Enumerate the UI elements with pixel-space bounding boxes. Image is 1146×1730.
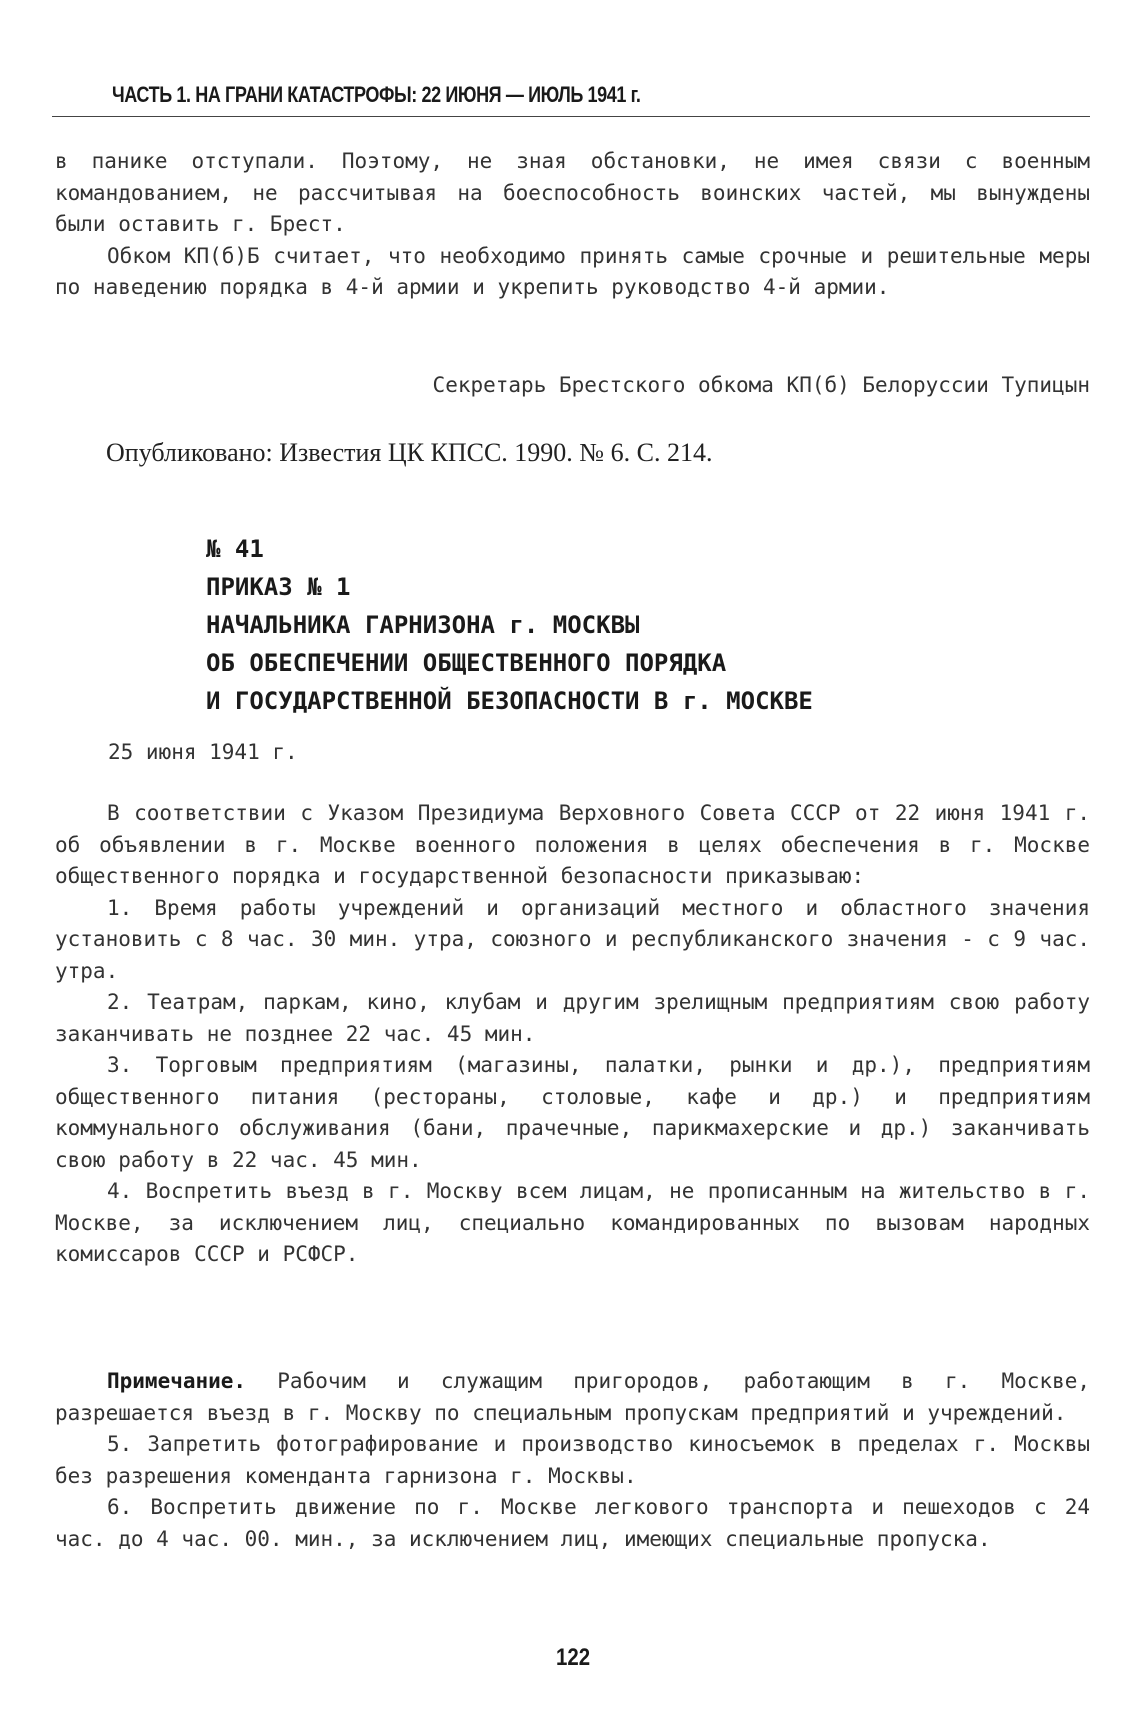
paragraph: в панике отступали. Поэтому, не зная обстановки, не имея связи с военным командованием, не рассчитывая на боеспособность воинских частей, мы вынуждены были оставить г. Брест. — [55, 149, 1090, 236]
order-item: 3. Торговым предприятиям (магазины, палатки, рынки и др.), предприятиям общественного питания (рестораны, столовые, кафе и др.) и предприятиям коммунального обслуживания (бани, прачечные, парикмахерские и др.) заканчивать свою работу в 22 час. 45 мин. — [55, 1053, 1090, 1172]
order-text — [55, 798, 1090, 1271]
page-number — [0, 1644, 1146, 1672]
document-date: 25 июня 1941 г. — [108, 740, 298, 764]
order-item: 6. Воспретить движение по г. Москве легкового транспорта и пешеходов с 24 час. до 4 час. 00. мин., за исключением лиц, имеющих специальные пропуска. — [55, 1495, 1090, 1551]
order-intro: В соответствии с Указом Президиума Верховного Совета СССР от 22 июня 1941 г. об объявлении в г. Москве военного положения в целях обеспечения в г. Москве общественного порядка и государственной безопасности приказываю: — [55, 801, 1090, 888]
header-rule — [52, 116, 1090, 117]
order-text-continued — [55, 1366, 1090, 1555]
order-item: 1. Время работы учреждений и организаций местного и областного значения установить с 8 час. 30 мин. утра, союзного и республиканского значения - с 9 час. утра. — [55, 895, 1090, 983]
publication-note: Опубликовано: Известия ЦК КПСС. 1990. № 6. С. 214. — [106, 438, 713, 467]
paragraph: Обком КП(б)Б считает, что необходимо принять самые срочные и решительные меры по наведению порядка в 4-й армии и укрепить руководство 4-й армии. — [55, 243, 1090, 299]
note-text: Рабочим и служащим пригородов, работающим в г. Москве, разрешается въезд в г. Москву по специальным пропускам предприятий и учреждений. — [55, 1369, 1090, 1425]
document-number: № 41 — [206, 535, 264, 563]
title-line: ПРИКАЗ № 1 — [206, 573, 351, 601]
title-line: НАЧАЛЬНИКА ГАРНИЗОНА г. МОСКВЫ — [206, 611, 640, 639]
order-item: 2. Театрам, паркам, кино, клубам и другим зрелищным предприятиям свою работу заканчивать не позднее 22 час. 45 мин. — [55, 990, 1090, 1046]
title-line: И ГОСУДАРСТВЕННОЙ БЕЗОПАСНОСТИ В г. МОСКВЕ — [206, 687, 813, 715]
signature: Секретарь Брестского обкома КП(б) Белоруссии Тупицын — [432, 373, 1090, 397]
order-item: 5. Запретить фотографирование и производство киносъемок в пределах г. Москвы без разрешения коменданта гарнизона г. Москвы. — [55, 1432, 1090, 1488]
note-paragraph — [55, 1366, 1090, 1429]
document-title — [206, 530, 813, 720]
running-head: ЧАСТЬ 1. НА ГРАНИ КАТАСТРОФЫ: 22 ИЮНЯ — ИЮЛЬ 1941 г. — [112, 82, 641, 107]
page-number-text: 122 — [555, 1644, 591, 1671]
order-item: 4. Воспретить въезд в г. Москву всем лицам, не прописанным на жительство в г. Москве, за исключением лиц, специально командированных по вызовам народных комиссаров СССР и РСФСР. — [55, 1179, 1090, 1266]
title-line: ОБ ОБЕСПЕЧЕНИИ ОБЩЕСТВЕННОГО ПОРЯДКА — [206, 649, 727, 677]
note-label: Примечание. — [107, 1369, 247, 1393]
previous-document-text — [55, 146, 1090, 304]
